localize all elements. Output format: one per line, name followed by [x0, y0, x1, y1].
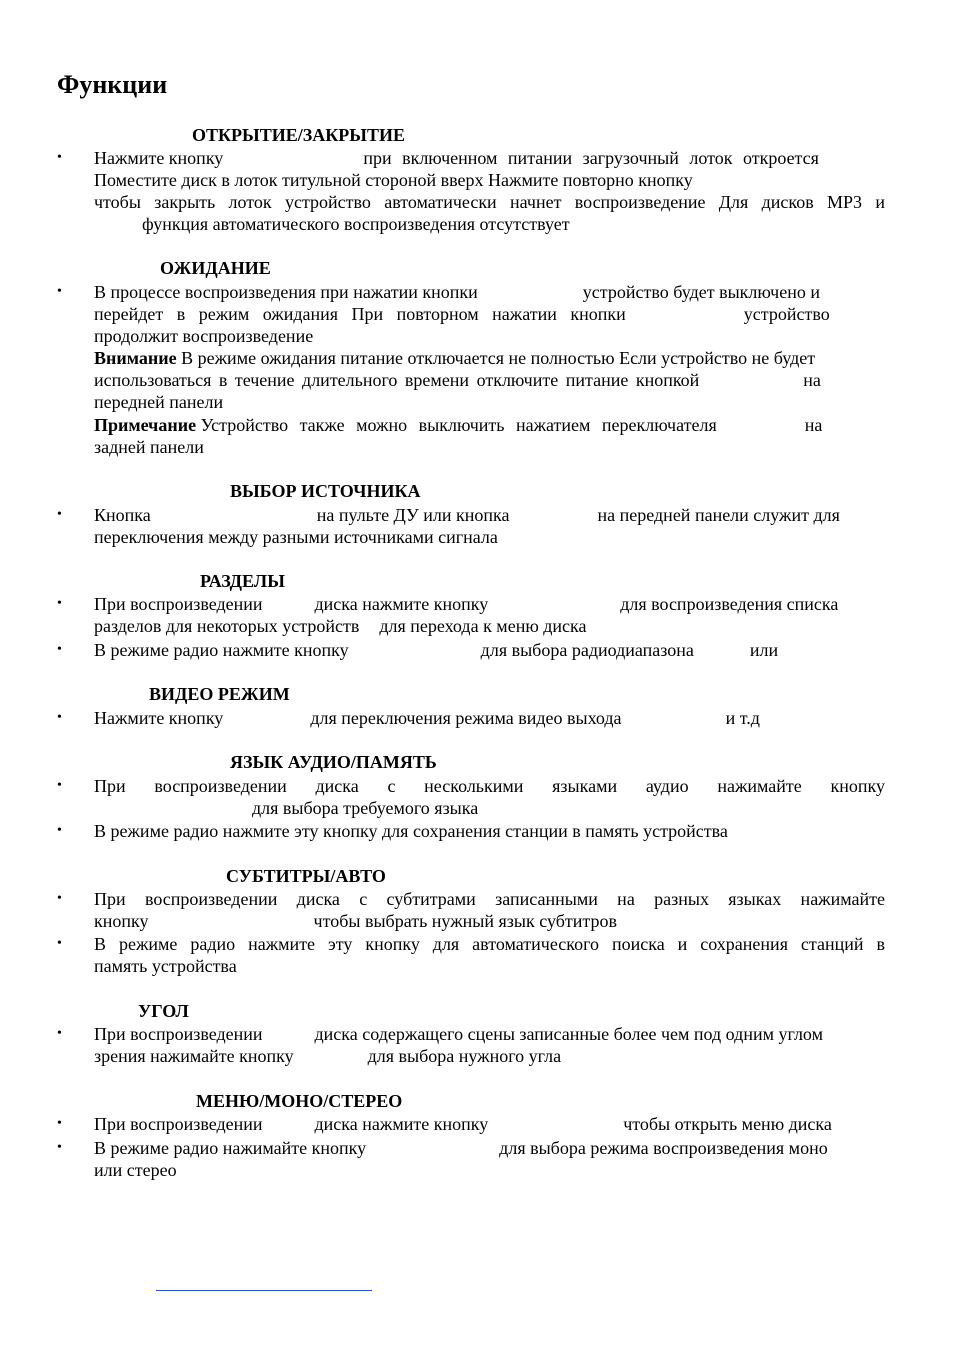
text-fragment: использоваться в течение длительного времени отключите питание кнопкой	[94, 370, 700, 390]
text-line: продолжит воспроизведение	[94, 326, 314, 346]
text-fragment: При воспроизведении	[94, 1024, 263, 1044]
bullet-icon	[57, 888, 69, 910]
text-line	[94, 1113, 832, 1135]
text-fragment: Нажмите кнопку	[94, 148, 224, 168]
section-heading-open-close: ОТКРЫТИЕ/ЗАКРЫТИЕ	[192, 125, 405, 145]
text-fragment: для выбора режима воспроизведения моно	[499, 1138, 828, 1158]
text-fragment: на передней панели служит для	[597, 505, 840, 525]
text-fragment: чтобы выбрать нужный язык субтитров	[313, 911, 617, 931]
text-fragment: на	[804, 415, 823, 435]
text-fragment: Кнопка	[94, 505, 151, 525]
text-line: Поместите диск в лоток титульной стороной вверх Нажмите повторно кнопку	[94, 170, 693, 190]
bullet-icon	[57, 707, 69, 729]
text-fragment: и т.д	[725, 708, 760, 728]
text-fragment: на пульте ДУ или кнопка	[316, 505, 510, 525]
text-fragment: для переключения режима видео выхода	[310, 708, 622, 728]
text-line	[94, 593, 838, 615]
section-heading-angle: УГОЛ	[138, 1001, 189, 1021]
text-line	[94, 281, 820, 303]
text-line: чтобы закрыть лоток устройство автоматически начнет воспроизведение Для дисков MP3 и	[94, 192, 885, 212]
text-fragment: диска содержащего сцены записанные более чем под одним углом	[314, 1024, 823, 1044]
text-fragment: зрения нажимайте кнопку	[94, 1046, 294, 1066]
text-line	[94, 615, 587, 637]
text-line	[94, 369, 821, 391]
text-fragment: В режиме радио нажимайте кнопку	[94, 1138, 367, 1158]
section-heading-source: ВЫБОР ИСТОЧНИКА	[230, 481, 421, 501]
text-line: задней панели	[94, 437, 204, 457]
text-line	[94, 910, 617, 932]
section-heading-subtitles: СУБТИТРЫ/АВТО	[226, 866, 386, 886]
text-fragment: для перехода к меню диска	[379, 616, 587, 636]
text-fragment: разделов для некоторых устройств	[94, 616, 360, 636]
text-line: для выбора требуемого языка	[252, 798, 479, 818]
text-line: переключения между разными источниками сигнала	[94, 527, 498, 547]
text-line	[94, 1023, 823, 1045]
bullet-icon	[57, 504, 69, 526]
text-fragment: перейдет в режим ожидания При повторном нажатии кнопки	[94, 304, 626, 324]
section-heading-chapters: РАЗДЕЛЫ	[200, 571, 285, 591]
page-title: Функции	[57, 70, 168, 99]
footer-rule	[156, 1290, 372, 1291]
section-heading-standby: ОЖИДАНИЕ	[160, 258, 271, 278]
text-fragment: При воспроизведении	[94, 594, 263, 614]
text-line	[94, 347, 815, 369]
text-line	[94, 303, 830, 325]
bullet-icon	[57, 147, 69, 169]
text-fragment: при включенном питании загрузочный лоток откроется	[363, 148, 819, 168]
bullet-icon	[57, 593, 69, 615]
text-line: При воспроизведении диска с несколькими языками аудио нажимайте кнопку	[94, 776, 885, 796]
text-line	[94, 414, 822, 436]
text-fragment: В режиме ожидания питание отключается не полностью Если устройство не будет	[181, 348, 816, 368]
text-fragment: диска нажмите кнопку	[314, 594, 489, 614]
text-line: функция автоматического воспроизведения отсутствует	[142, 214, 570, 234]
text-fragment: Нажмите кнопку	[94, 708, 224, 728]
bullet-icon	[57, 933, 69, 955]
text-fragment: для воспроизведения списка	[620, 594, 839, 614]
bullet-icon	[57, 281, 69, 303]
text-fragment: для выбора нужного угла	[367, 1046, 562, 1066]
bullet-icon	[57, 639, 69, 661]
section-heading-audio-memory: ЯЗЫК АУДИО/ПАМЯТЬ	[230, 752, 437, 772]
bullet-icon	[57, 1137, 69, 1159]
section-heading-menu-mono-stereo: МЕНЮ/МОНО/СТЕРЕО	[196, 1091, 403, 1111]
text-fragment: чтобы открыть меню диска	[623, 1114, 832, 1134]
bullet-icon	[57, 775, 69, 797]
warning-label: Внимание	[94, 348, 177, 368]
text-fragment: или	[749, 640, 779, 660]
text-line: или стерео	[94, 1160, 177, 1180]
text-fragment: Устройство также можно выключить нажатием переключателя	[200, 415, 717, 435]
text-line	[94, 1137, 828, 1159]
text-line: память устройства	[94, 956, 237, 976]
text-fragment: При воспроизведении	[94, 1114, 263, 1134]
text-fragment: В процессе воспроизведения при нажатии кнопки	[94, 282, 478, 302]
text-line: В режиме радио нажмите эту кнопку для сохранения станции в память устройства	[94, 821, 728, 841]
text-line: В режиме радио нажмите эту кнопку для автоматического поиска и сохранения станций в	[94, 934, 885, 954]
text-line: При воспроизведении диска с субтитрами записанными на разных языках нажимайте	[94, 889, 885, 909]
note-label: Примечание	[94, 415, 197, 435]
text-fragment: кнопку	[94, 911, 149, 931]
text-fragment: В режиме радио нажмите кнопку	[94, 640, 349, 660]
text-line: передней панели	[94, 392, 224, 412]
text-line	[94, 707, 760, 729]
text-fragment: устройство будет выключено и	[582, 282, 820, 302]
text-fragment: на	[803, 370, 821, 390]
text-fragment: диска нажмите кнопку	[314, 1114, 489, 1134]
bullet-icon	[57, 820, 69, 842]
text-line	[94, 1045, 561, 1067]
bullet-icon	[57, 1113, 69, 1135]
text-line	[94, 147, 819, 169]
text-line	[94, 504, 840, 526]
text-fragment: для выбора радиодиапазона	[480, 640, 694, 660]
text-line	[94, 639, 778, 661]
bullet-icon	[57, 1023, 69, 1045]
text-fragment: устройство	[743, 304, 830, 324]
section-heading-video-mode: ВИДЕО РЕЖИМ	[149, 684, 290, 704]
